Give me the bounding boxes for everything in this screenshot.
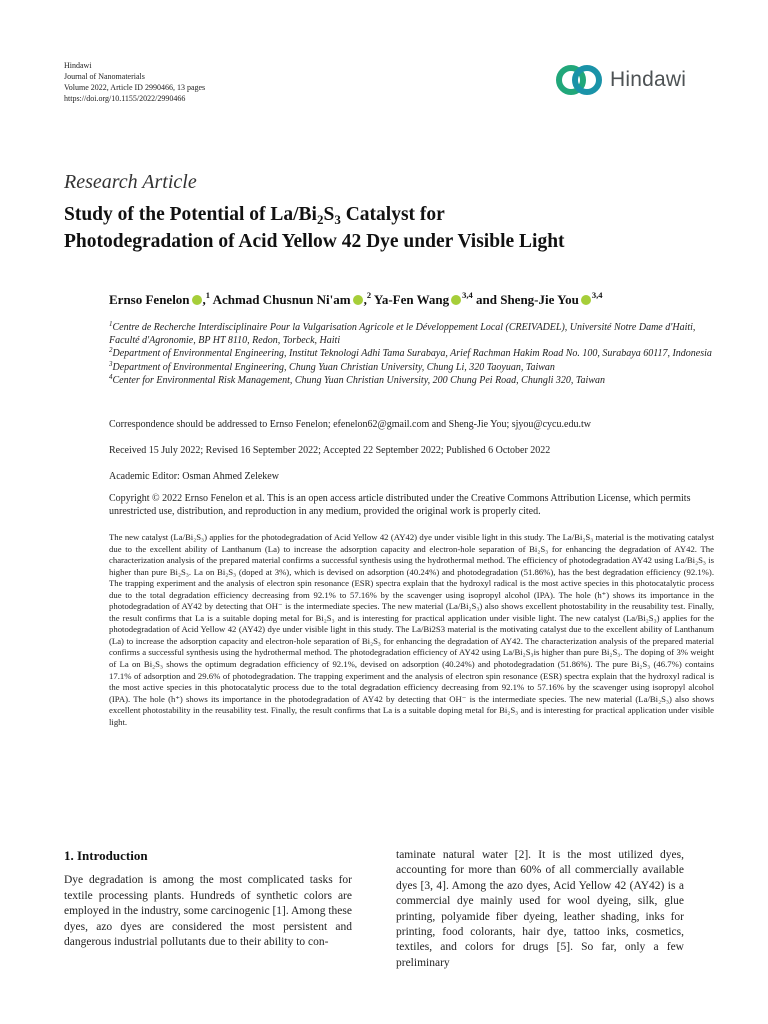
author-sep: ,	[363, 292, 367, 307]
affiliation-item	[109, 361, 714, 374]
logo-wordmark: Hindawi	[610, 68, 687, 91]
affiliation-sup: 1	[109, 320, 113, 328]
affiliation-text: Department of Environmental Engineering, Chung Yuan Christian University, Chung Li, 320 Taoyuan, Taiwan	[112, 361, 555, 373]
title-line-2: Photodegradation of Acid Yellow 42 Dye under Visible Light	[64, 231, 565, 252]
copyright-notice: Copyright © 2022 Ernso Fenelon et al. This is an open access article distributed under the Creative Commons Attribution License, which permits unrestricted use, distribution, and reproduction in any medium, provided the original work is properly cited.	[109, 493, 691, 517]
title-part: Catalyst for	[340, 204, 445, 225]
section-heading: 1. Introduction	[64, 848, 148, 863]
abstract: The new catalyst (La/Bi₂S₃) applies for the photodegradation of Acid Yellow 42 (AY42) dye under visible light in this study. The La/Bi₂S₃ material is the motivating catalyst due to the excellent ability of Lanthanum (La) to increase the adsorption capacity and electron-hole separation of Bi₂S₃ for enhancing the degradation of AY42. The characterization analysis of the prepared material confirms a successful synthesis using the hydrothermal method. The efficiency of photodegradation AY42 using La/Bi₂S₃ is higher than pure Bi₂S₃. La on Bi₂S₃ (doped at 3%), which is devised on adsorption (40.24%) and photodegradation (51.86%), has the best degradation efficiency (92.1%). The trapping experiment and the analysis of electron spin resonance (ESR) spectra explain that the hydroxyl radical is the most active species in this photocatalytic process due to the total degradation efficiency decreasing from 92.1% to 57.16% by the scavenger using isopropyl alcohol (IPA). The hole (h⁺) shows its importance in the photodegradation of AY42 by detecting that OH⁻ is the intermediate species. The new material (La/Bi₂S₃) also shows excellent photostability in the reusability test. Finally, the result confirms that La is a suitable doping metal for Bi₂S₃ and is interesting for practical application under visible light. The new catalyst (La/Bi₂S₃) applies for the photodegradation of Acid Yellow 42 (AY42) dye under visible light in this study. The La/Bi2S3 material is the motivating catalyst due to the excellent ability of Lanthanum (La) to increase the adsorption capacity and electron-hole separation of Bi₂S₃ for enhancing the degradation of AY42. The characterization analysis of the prepared material confirms a successful synthesis using the hydrothermal method. The photodegradation efficiency of AY42 using La/Bi₂S₃is higher than pure Bi₂S₃. The doping of 3% weight of La on Bi₂S₃ shows the optimum degradation efficiency of 92.1%, devised on adsorption (40.24%) and photodegradation (51.86%). The pure Bi₂S₃ (46.7%) contains 17.1% of adsorption and 29.6% of photodegradation. The trapping experiment and the analysis of electron spin resonance (ESR) spectra explain that the hydroxyl radical is the most active species in this photocatalytic process due to the total degradation efficiency decreasing from 92.1% to 57.16% by the scavenger using isopropyl alcohol (IPA). The hole (h⁺) shows its importance in the photodegradation of AY42 by detecting that OH⁻ is the intermediate species. The new material (La/Bi₂S₃) also shows excellent photostability in the reusability test. Finally, the result confirms that La is a suitable doping metal for Bi₂S₃ and is interesting for practical application under visible light.	[109, 532, 714, 727]
orcid-icon[interactable]	[353, 295, 363, 305]
correspondence: Correspondence should be addressed to Ernso Fenelon; efenelon62@gmail.com and Sheng-Jie You; sjyou@cycu.edu.tw	[109, 419, 591, 430]
author-name: Sheng-Jie You	[500, 292, 579, 307]
orcid-icon[interactable]	[581, 295, 591, 305]
volume-line: Volume 2022, Article ID 2990466, 13 pages	[64, 83, 206, 92]
affiliation-text: Department of Environmental Engineering, Institut Teknologi Adhi Tama Surabaya, Arief Rachman Hakim Road No. 100, Surabaya 60117, Indonesia	[112, 348, 712, 360]
publication-dates: Received 15 July 2022; Revised 16 September 2022; Accepted 22 September 2022; Published 6 October 2022	[109, 445, 551, 456]
journal-name: Journal of Nanomaterials	[64, 72, 145, 81]
author-sep: ,	[202, 292, 206, 307]
author-name: Ernso Fenelon	[109, 292, 190, 307]
hindawi-logo	[554, 63, 686, 97]
affiliation-text: Centre de Recherche Interdisciplinaire Pour la Vulgarisation Agricole et le Développement Local (CREIVADEL), Université Notre Dame d'Haiti, Faculté d'Agronomie, BP HT 8110, Redon, Torbeck, Haiti	[109, 322, 696, 347]
author-list	[109, 292, 602, 308]
title-part: S	[323, 204, 335, 225]
affiliation-sup: 2	[109, 346, 113, 355]
intro-right-column	[396, 848, 684, 971]
publisher-name: Hindawi	[64, 61, 92, 70]
orcid-icon[interactable]	[192, 295, 202, 305]
intro-paragraph: Dye degradation is among the most complicated tasks for textile processing plants. Hundreds of synthetic colors are employed in the industry, some carcinogenic [1]. Among these dyes, azo dyes are considered the most persistent and dangerous industrial pollutants due to their ability to con-	[64, 874, 352, 949]
affiliation-item	[109, 347, 714, 360]
journal-header	[64, 60, 205, 104]
title-part: Study of the Potential of La/Bi	[64, 204, 317, 225]
author-affil-sup: 3,4	[591, 290, 603, 300]
affiliation-sup: 3	[109, 359, 113, 368]
doi-link[interactable]: https://doi.org/10.1155/2022/2990466	[64, 94, 186, 103]
author-name: Achmad Chusnun Ni'am	[212, 292, 351, 307]
affiliation-item	[109, 374, 714, 387]
article-title	[64, 201, 724, 255]
author-affil-sup: 1	[205, 290, 211, 300]
article-type: Research Article	[64, 171, 197, 193]
affiliation-text: Center for Environmental Risk Management, Chung Yuan Christian University, 200 Chung Pei Road, Chungli 320, Taiwan	[112, 374, 605, 386]
affiliation-sup: 4	[109, 372, 113, 381]
hindawi-logo-icon	[554, 63, 604, 97]
intro-left-column	[64, 848, 352, 950]
academic-editor: Academic Editor: Osman Ahmed Zelekew	[109, 471, 279, 482]
affiliation-item	[109, 321, 714, 347]
title-subscript: 2	[316, 212, 324, 227]
affiliations	[109, 321, 714, 387]
author-sep: and	[476, 292, 497, 307]
author-affil-sup: 2	[366, 290, 372, 300]
title-subscript: 3	[334, 212, 341, 227]
author-affil-sup: 3,4	[462, 290, 473, 300]
orcid-icon[interactable]	[451, 295, 461, 305]
intro-paragraph-continued: taminate natural water [2]. It is the most utilized dyes, accounting for more than 60% of all commercially available dyes [3, 4]. Among the azo dyes, Acid Yellow 42 (AY42) is a commercial dye mainly used for wool dyeing, silk, glue printing, polyamide fiber dyeing, leather shading, inks for printing, food colorants, hair dye, tattoo inks, cosmetics, textiles, and colors for drugs [5]. So far, only a few preliminary	[396, 849, 684, 969]
author-name: Ya-Fen Wang	[373, 292, 450, 307]
